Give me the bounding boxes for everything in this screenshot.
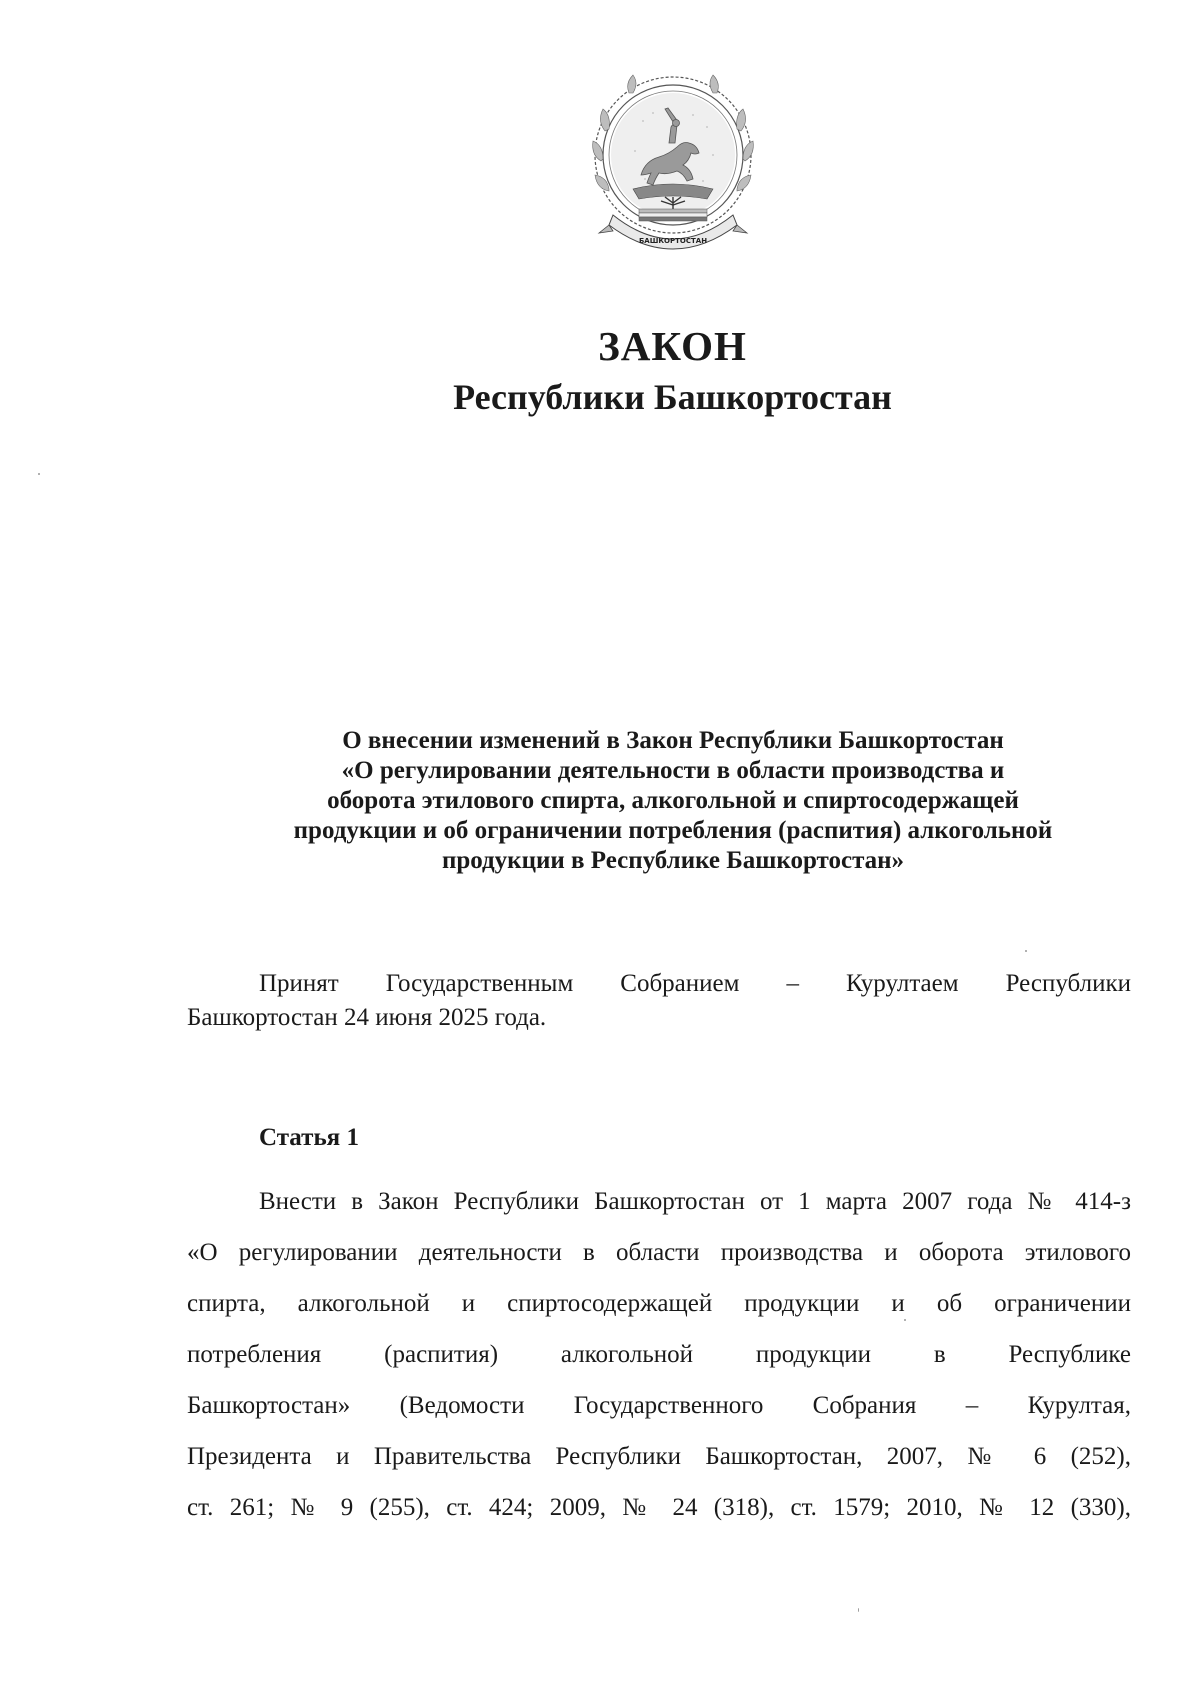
article-line: Башкортостан» (Ведомости Государственного Собрания – Курултая, [187,1392,1131,1419]
emblem-ribbon-text: БАШКОРТОСТАН [638,237,708,245]
article-body [187,1176,1131,1533]
article-line: потребления (распития) алкогольной продукции в Республике [187,1341,1131,1368]
adoption-line: Принят Государственным Собранием – Курултаем Республики [259,970,1131,997]
scan-speck [904,1319,906,1321]
subject-line: «О регулировании деятельности в области производства и [341,757,1005,784]
subject-line: О внесении изменений в Закон Республики Башкортостан [342,727,1004,754]
article-line: Внести в Закон Республики Башкортостан от 1 марта 2007 года № 414-з [259,1188,1131,1215]
scan-speck [1025,950,1027,952]
scan-speck [38,473,40,475]
adoption-statement [187,967,1131,1035]
adoption-line: Башкортостан 24 июня 2025 года. [187,1004,547,1031]
law-title: ЗАКОН [598,323,747,369]
subject-line: оборота этилового спирта, алкогольной и спиртосодержащей [327,787,1019,814]
article-line: ст. 261; № 9 (255), ст. 424; 2009, № 24 (318), ст. 1579; 2010, № 12 (330), [187,1494,1131,1521]
article-line: «О регулировании деятельности в области производства и оборота этилового [187,1239,1131,1266]
coat-of-arms-emblem [583,71,763,253]
subject-line: продукции в Республике Башкортостан» [441,847,905,874]
law-subtitle: Республики Башкортостан [453,377,892,417]
subject-line: продукции и об ограничении потребления (распития) алкогольной [293,817,1053,844]
article-line: Президента и Правительства Республики Башкортостан, 2007, № 6 (252), [187,1443,1131,1470]
article-line: спирта, алкогольной и спиртосодержащей продукции и об ограничении [187,1290,1131,1317]
article-heading: Статья 1 [259,1124,359,1151]
scan-speck [858,1608,859,1612]
law-subject [200,726,1146,876]
